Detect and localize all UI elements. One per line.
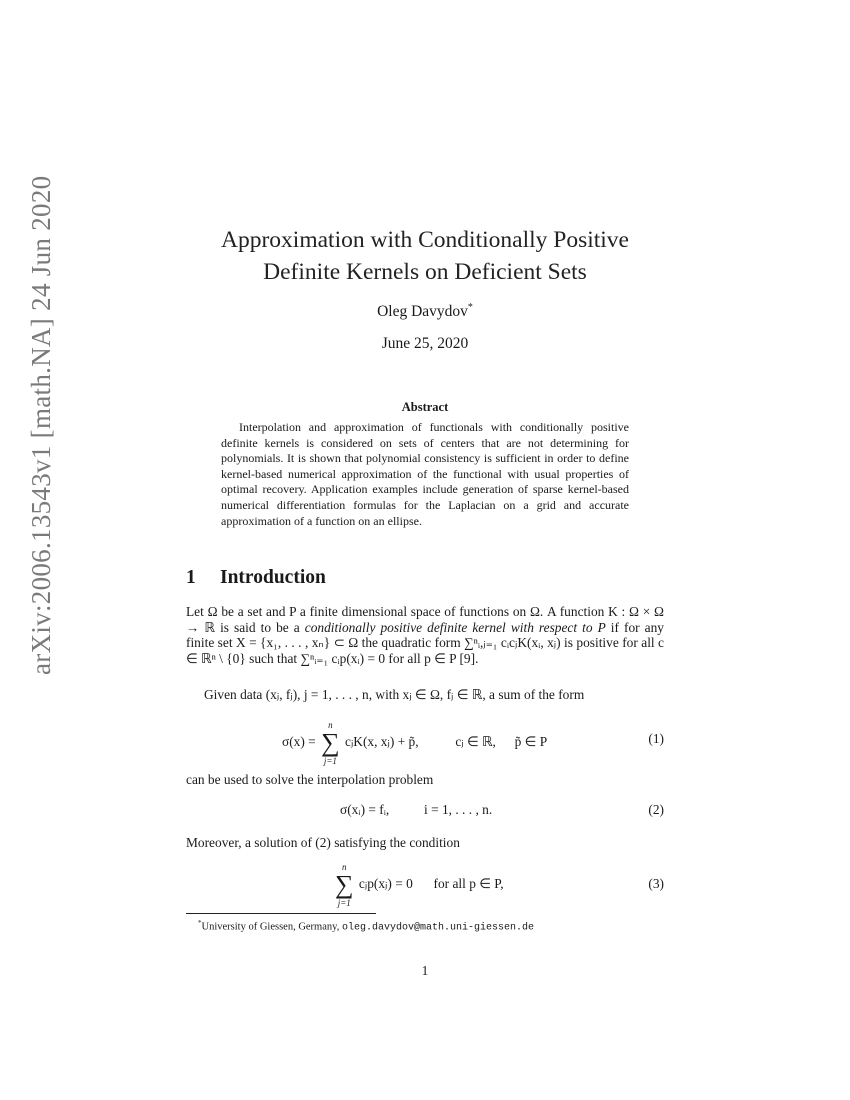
equation-3 [333,862,504,908]
equation-1-lhs: σ(x) = [282,734,316,750]
equation-1-number: (1) [648,731,664,746]
summation-symbol: n ∑ j=1 [321,720,340,766]
equation-1 [282,720,547,766]
sum-upper-limit: n [342,862,347,872]
paragraph-interpolation: can be used to solve the interpolation problem [186,772,434,787]
equation-2-condition: i = 1, . . . , n. [424,802,493,817]
footnote-affiliation: University of Giessen, Germany, [201,921,342,933]
sum-lower-limit: j=1 [337,898,351,908]
paragraph-given-data: Given data (xⱼ, fⱼ), j = 1, . . . , n, with xⱼ ∈ Ω, fⱼ ∈ ℝ, a sum of the form [204,687,585,702]
paragraph-definition [186,604,664,666]
footnote-mark: * [198,919,202,927]
title-line-2: Definite Kernels on Deficient Sets [263,259,587,285]
title-line-1: Approximation with Conditionally Positive [221,227,629,253]
abstract-text: Interpolation and approximation of functionals with conditionally positive definite kernels is considered on sets of centers that are not determining for polynomials. It is shown that polynomial consistency is sufficient in order to define kernel-based numerical approximation of the functional with usual properties of optimal recovery. Application examples include generation of sparse kernel-based numerical differentiation formulas for the Laplacian on a grid and accurate approximation of a function on an ellipse. [221,420,629,528]
equation-2 [340,802,492,818]
paper-date: June 25, 2020 [381,335,469,352]
paper-title [185,224,665,288]
equation-1-condition-1: cⱼ ∈ ℝ, [455,734,496,750]
equation-1-rhs: cⱼK(x, xⱼ) + p̃, [345,734,419,750]
section-title: Introduction [220,567,326,588]
paragraph-definition-part2: if for any finite set X = {x₁, . . . , xₙ} ⊂ Ω the quadratic form ∑ⁿᵢ,ⱼ₌₁ cᵢcⱼK(xᵢ, xⱼ) is positive for all c ∈ ℝⁿ \ {0} such that ∑ⁿᵢ₌₁ cᵢp(xᵢ) = 0 for all p ∈ P [9]. [186,619,664,666]
author-name: Oleg Davydov [377,303,468,321]
sum-upper-limit: n [328,720,333,730]
equation-2-lhs: σ(xᵢ) = fᵢ, [340,802,390,817]
footnote-rule [186,913,376,914]
paragraph-condition: Moreover, a solution of (2) satisfying the condition [186,835,460,850]
equation-1-condition-2: p̃ ∈ P [514,734,548,750]
paragraph-definition-emphasis: conditionally positive definite kernel with respect to P [304,619,606,635]
arxiv-identifier-text: arXiv:2006.13543v1 [math.NA] 24 Jun 2020 [26,175,56,675]
footnote [198,919,534,934]
summation-symbol: n ∑ j=1 [335,862,354,908]
sum-lower-limit: j=1 [323,756,337,766]
equation-3-condition: for all p ∈ P, [433,876,504,892]
equation-3-body: cⱼp(xⱼ) = 0 [358,876,413,892]
paragraph-definition-part1: Let Ω be a set and P a finite dimensional space of functions on Ω. A function K : Ω × Ω → ℝ is said to be a [186,604,664,635]
equation-2-number: (2) [648,802,664,817]
footnote-email: oleg.davydov@math.uni-giessen.de [341,922,534,934]
page-number: 1 [421,963,429,978]
section-heading [186,567,326,589]
section-number: 1 [186,567,196,588]
abstract-heading: Abstract [401,400,449,414]
author-footnote-mark: * [467,302,473,313]
author-line [185,302,665,321]
equation-3-number: (3) [648,876,664,891]
